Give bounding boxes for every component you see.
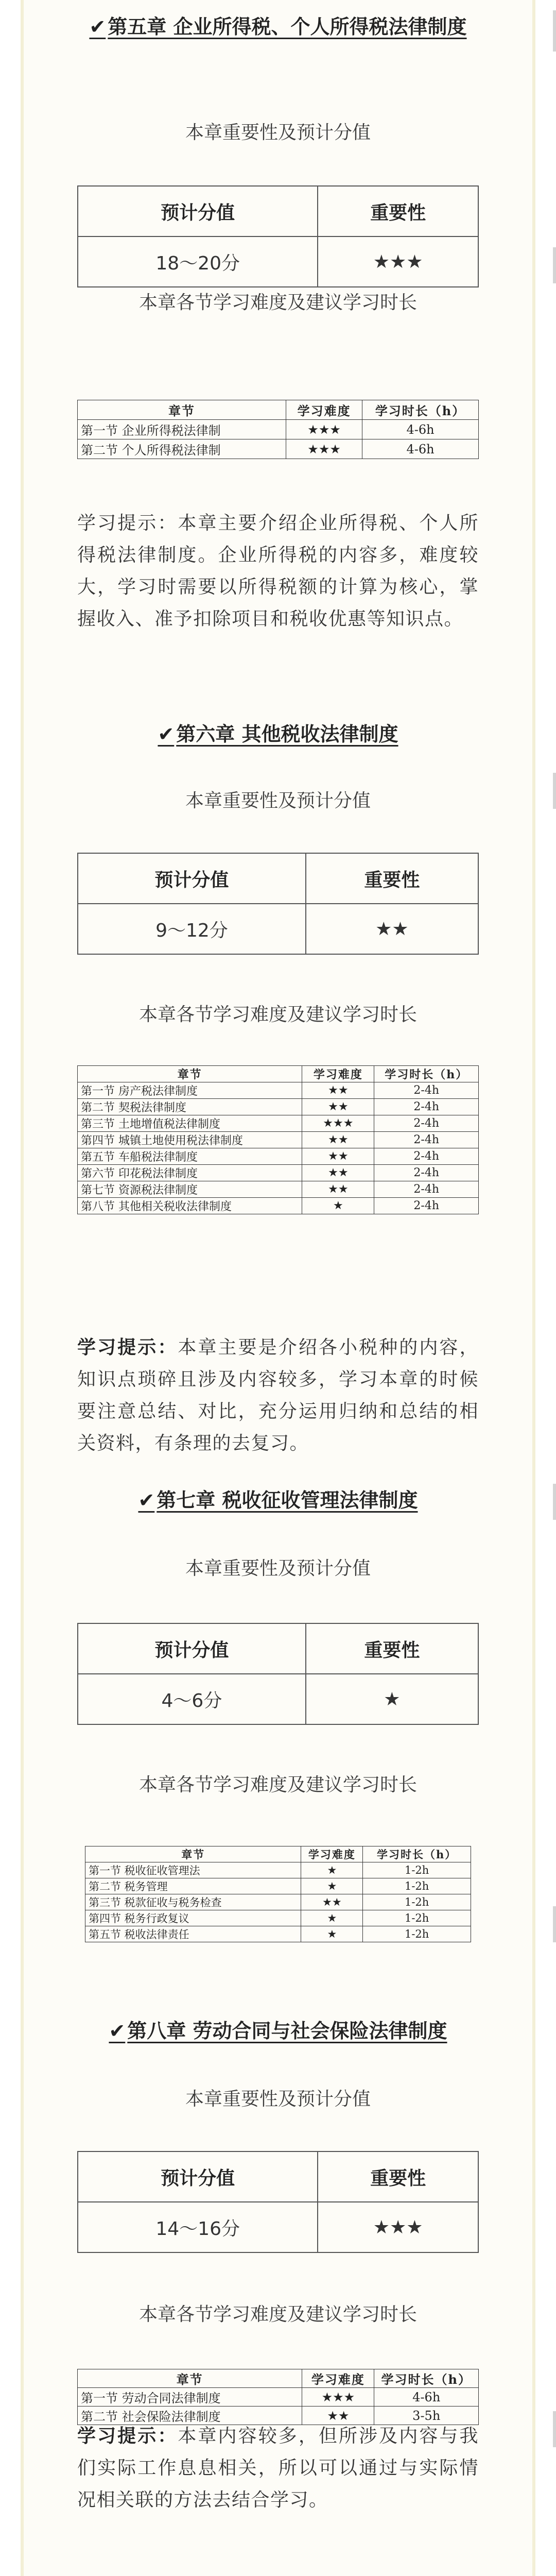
scrollbar-mark[interactable] xyxy=(553,247,556,283)
difficulty-stars: ★★ xyxy=(302,1165,374,1181)
study-hours: 2-4h xyxy=(374,1082,479,1099)
importance-header: 重要性 xyxy=(318,186,478,236)
section-name: 第二节 税务管理 xyxy=(85,1878,301,1894)
importance-caption: 本章重要性及预计分值 xyxy=(185,790,371,811)
chapter-title: 第五章 企业所得税、个人所得税法律制度 xyxy=(108,15,467,38)
difficulty-stars: ★★★ xyxy=(286,439,362,459)
chapter-7-heading xyxy=(77,1484,479,1517)
study-tip-text: 本章内容较多，但所涉及内容与我们实际工作息息相关，所以可以通过与实际情况相关联的方法去结合学习。 xyxy=(77,2426,479,2511)
importance-caption: 本章重要性及预计分值 xyxy=(185,1558,371,1579)
checkmark-icon: ✔ xyxy=(89,15,106,38)
table-row xyxy=(78,1115,479,1132)
importance-header: 重要性 xyxy=(306,853,478,904)
section-name: 第五节 车船税法律制度 xyxy=(78,1148,302,1165)
difficulty-stars: ★ xyxy=(301,1926,363,1942)
section-column-header: 学习难度 xyxy=(302,1066,374,1082)
difficulty-stars: ★★★ xyxy=(286,420,362,439)
study-hours: 2-4h xyxy=(374,1165,479,1181)
importance-table xyxy=(77,2151,479,2253)
section-name: 第八节 其他相关税收法律制度 xyxy=(78,1198,302,1214)
score-header: 预计分值 xyxy=(78,853,306,904)
table-row xyxy=(85,1910,471,1926)
table-row xyxy=(78,2388,479,2406)
score-header: 预计分值 xyxy=(78,1623,306,1674)
difficulty-stars: ★★ xyxy=(301,1894,363,1910)
study-hours: 1-2h xyxy=(363,1878,471,1894)
study-tip xyxy=(77,507,479,635)
difficulty-stars: ★★ xyxy=(302,1148,374,1165)
scrollbar-mark[interactable] xyxy=(553,773,556,809)
study-hours: 2-4h xyxy=(374,1115,479,1132)
chapter-title: 第八章 劳动合同与社会保险法律制度 xyxy=(127,2020,447,2042)
difficulty-stars: ★ xyxy=(302,1198,374,1214)
difficulty-stars: ★★ xyxy=(302,2406,374,2425)
chapter-title: 第六章 其他税收法律制度 xyxy=(176,723,398,745)
importance-stars: ★★ xyxy=(306,904,478,954)
study-hours: 3-5h xyxy=(374,2406,479,2425)
study-tip xyxy=(77,1332,479,1460)
sections-table xyxy=(77,1065,479,1214)
section-column-header: 章节 xyxy=(78,2369,302,2388)
section-name: 第三节 税款征收与税务检查 xyxy=(85,1894,301,1910)
study-hours: 2-4h xyxy=(374,1132,479,1148)
sections-caption: 本章各节学习难度及建议学习时长 xyxy=(138,292,417,313)
section-name: 第一节 税收征收管理法 xyxy=(85,1862,301,1878)
study-hours: 1-2h xyxy=(363,1926,471,1942)
table-row xyxy=(85,1926,471,1942)
sections-table xyxy=(77,2369,479,2425)
study-hours: 2-4h xyxy=(374,1198,479,1214)
section-column-header: 学习时长（h） xyxy=(363,1846,471,1862)
study-hours: 4-6h xyxy=(362,439,479,459)
score-header: 预计分值 xyxy=(78,186,318,236)
study-hours: 4-6h xyxy=(374,2388,479,2406)
importance-header: 重要性 xyxy=(306,1623,478,1674)
difficulty-stars: ★ xyxy=(301,1910,363,1926)
difficulty-stars: ★★ xyxy=(302,1099,374,1115)
section-name: 第五节 税收法律责任 xyxy=(85,1926,301,1942)
checkmark-icon: ✔ xyxy=(158,723,175,745)
study-tip-text: 本章主要介绍企业所得税、个人所得税法律制度。企业所得税的内容多，难度较大，学习时需要以所得税额的计算为核心，掌握收入、准予扣除项目和税收优惠等知识点。 xyxy=(77,513,479,630)
section-name: 第一节 企业所得税法律制 xyxy=(78,420,286,439)
difficulty-stars: ★ xyxy=(301,1878,363,1894)
table-row xyxy=(78,1165,479,1181)
importance-caption: 本章重要性及预计分值 xyxy=(185,2089,371,2110)
score-value: 14～16分 xyxy=(78,2202,318,2252)
importance-table xyxy=(77,1623,479,1725)
section-name: 第二节 社会保险法律制度 xyxy=(78,2406,302,2425)
difficulty-stars: ★★★ xyxy=(302,1115,374,1132)
difficulty-stars: ★★ xyxy=(302,1132,374,1148)
study-tip-label: 学习提示： xyxy=(77,1337,178,1358)
importance-stars: ★ xyxy=(306,1674,478,1724)
section-name: 第四节 税务行政复议 xyxy=(85,1910,301,1926)
chapter-5-heading xyxy=(72,10,484,43)
chapter-8-heading xyxy=(62,2014,494,2047)
score-value: 9～12分 xyxy=(78,904,306,954)
section-column-header: 学习时长（h） xyxy=(374,2369,479,2388)
section-column-header: 学习难度 xyxy=(302,2369,374,2388)
chapter-title: 第七章 税收征收管理法律制度 xyxy=(157,1489,418,1512)
section-column-header: 学习难度 xyxy=(286,400,362,420)
study-hours: 1-2h xyxy=(363,1862,471,1878)
section-column-header: 章节 xyxy=(78,1066,302,1082)
table-row xyxy=(85,1878,471,1894)
section-name: 第六节 印花税法律制度 xyxy=(78,1165,302,1181)
section-name: 第三节 土地增值税法律制度 xyxy=(78,1115,302,1132)
score-value: 18～20分 xyxy=(78,236,318,287)
table-row xyxy=(85,1862,471,1878)
scrollbar-mark[interactable] xyxy=(553,1906,556,1942)
table-row xyxy=(78,1181,479,1198)
study-hours: 2-4h xyxy=(374,1181,479,1198)
section-column-header: 学习难度 xyxy=(301,1846,363,1862)
table-row xyxy=(78,1099,479,1115)
importance-stars: ★★★ xyxy=(318,2202,478,2252)
difficulty-stars: ★★★ xyxy=(302,2388,374,2406)
sections-caption: 本章各节学习难度及建议学习时长 xyxy=(138,2304,417,2325)
importance-stars: ★★★ xyxy=(318,236,478,287)
study-hours: 1-2h xyxy=(363,1910,471,1926)
study-hours: 4-6h xyxy=(362,420,479,439)
scrollbar-mark[interactable] xyxy=(553,10,556,52)
section-column-header: 章节 xyxy=(85,1846,301,1862)
sections-caption: 本章各节学习难度及建议学习时长 xyxy=(138,1004,417,1025)
section-name: 第一节 房产税法律制度 xyxy=(78,1082,302,1099)
section-name: 第四节 城镇土地使用税法律制度 xyxy=(78,1132,302,1148)
score-header: 预计分值 xyxy=(78,2151,318,2202)
table-row xyxy=(78,1148,479,1165)
difficulty-stars: ★★ xyxy=(302,1181,374,1198)
difficulty-stars: ★ xyxy=(301,1862,363,1878)
table-row xyxy=(78,420,479,439)
study-hours: 2-4h xyxy=(374,1148,479,1165)
study-tip-text: 本章主要是介绍各小税种的内容，知识点琐碎且涉及内容较多，学习本章的时候要注意总结、对比，充分运用归纳和总结的相关资料，有条理的去复习。 xyxy=(77,1337,479,1454)
checkmark-icon: ✔ xyxy=(138,1489,155,1512)
score-value: 4～6分 xyxy=(78,1674,306,1724)
study-hours: 1-2h xyxy=(363,1894,471,1910)
study-tip-label: 学习提示： xyxy=(77,513,178,534)
scrollbar-mark[interactable] xyxy=(553,1484,556,1520)
checkmark-icon: ✔ xyxy=(109,2020,126,2042)
section-column-header: 学习时长（h） xyxy=(362,400,479,420)
table-row xyxy=(78,439,479,459)
sections-caption: 本章各节学习难度及建议学习时长 xyxy=(138,1774,417,1795)
importance-header: 重要性 xyxy=(318,2151,478,2202)
study-tip xyxy=(77,2420,479,2516)
section-name: 第七节 资源税法律制度 xyxy=(78,1181,302,1198)
table-row xyxy=(78,1198,479,1214)
section-name: 第一节 劳动合同法律制度 xyxy=(78,2388,302,2406)
sections-table xyxy=(77,400,479,459)
section-name: 第二节 契税法律制度 xyxy=(78,1099,302,1115)
section-column-header: 学习时长（h） xyxy=(374,1066,479,1082)
study-hours: 2-4h xyxy=(374,1099,479,1115)
table-row xyxy=(78,1082,479,1099)
importance-table xyxy=(77,185,479,287)
sections-table xyxy=(85,1846,471,1942)
scrollbar-mark[interactable] xyxy=(553,2411,556,2447)
importance-table xyxy=(77,853,479,955)
table-row xyxy=(78,1132,479,1148)
table-row xyxy=(85,1894,471,1910)
difficulty-stars: ★★ xyxy=(302,1082,374,1099)
section-column-header: 章节 xyxy=(78,400,286,420)
importance-caption: 本章重要性及预计分值 xyxy=(185,122,371,143)
section-name: 第二节 个人所得税法律制 xyxy=(78,439,286,459)
study-tip-label: 学习提示： xyxy=(77,2426,178,2447)
chapter-6-heading xyxy=(77,718,479,751)
